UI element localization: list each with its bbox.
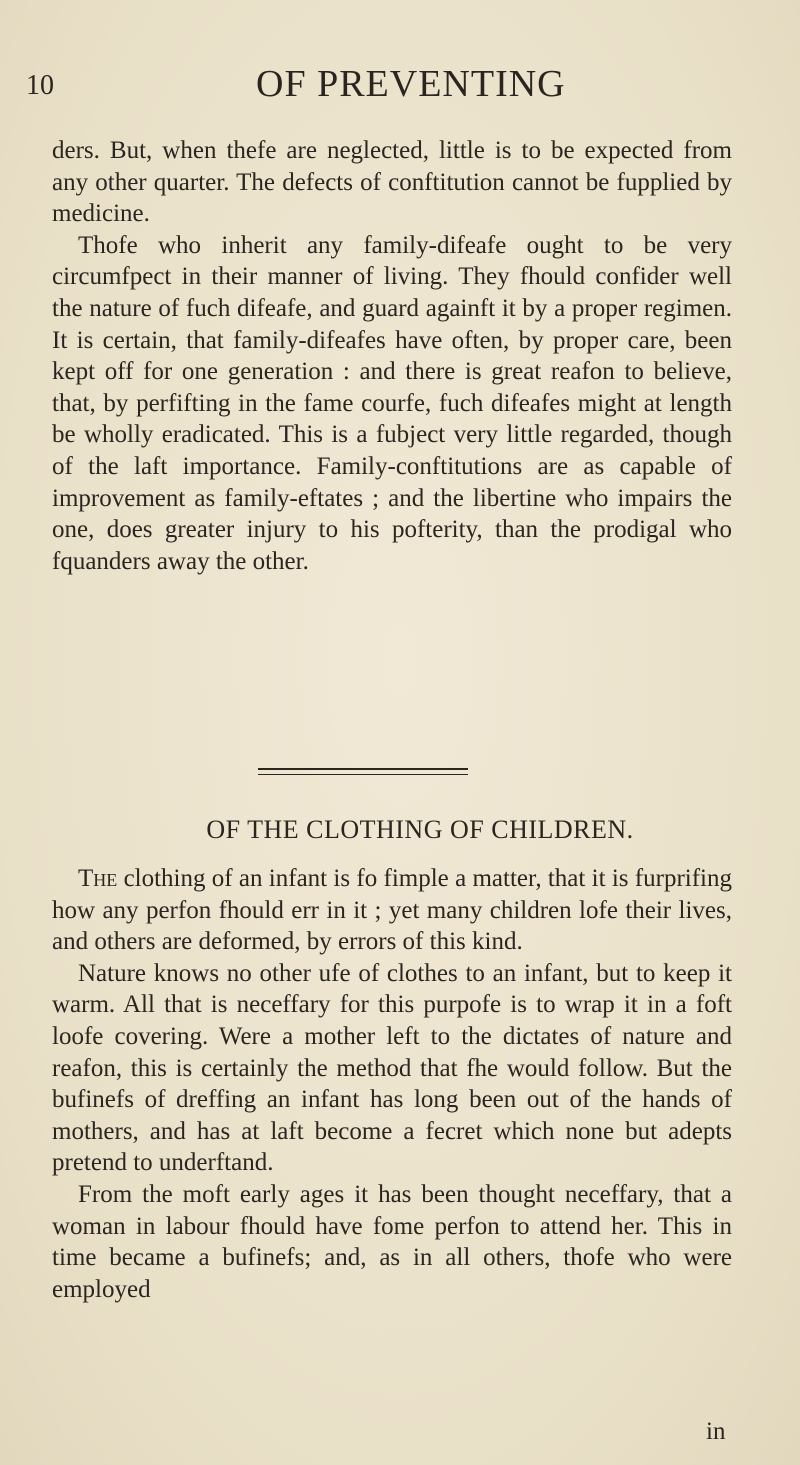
paragraph-family-diseases: Thofe who inherit any family-difeafe ought to be very circumfpect in their manner of living. They fhould confider well the nature of fuch difeafe, and guard againft it by a proper regimen. It is certain, that family-difeafes have often, by proper care, been kept off for one generation : and there is great reafon to believe, that, by perfifting in the fame courfe, fuch difeafes might at length be wholly eradicated. This is a fubject very little regarded, though of the laft importance. Family-conftitutions are as capable of improvement as family-eftates ; and the libertine who impairs the one, does greater injury to his pofterity, than the prodigal who fquanders away the other. xyxy=(52,231,732,575)
running-head xyxy=(26,62,730,112)
paragraph-nature: Nature knows no other ufe of clothes to an infant, but to keep it warm. All that is neceffary for this purpofe is to wrap it in a foft loofe covering. Were a mother left to the dictates of nature and reafon, this is certainly the method that fhe would follow. But the bufinefs of dreffing an infant has long been out of the hands of mothers, and has at laft become a fecret which none but adepts pretend to underftand. xyxy=(52,959,732,1177)
section-divider-rule xyxy=(258,768,468,775)
paragraph-clothing-intro-text: clothing of an infant is fo fimple a matter, that it is furprifing how any perfon fhould err in it ; yet many children lofe their lives, and others are deformed, by errors of this kind. xyxy=(52,865,732,956)
catchword: in xyxy=(706,1418,726,1445)
paragraph-ancient-ages: From the moft early ages it has been thought neceffary, that a woman in labour fhould have fome perfon to attend her. This in time became a bufinefs; and, as in all others, thofe who were employed xyxy=(52,1180,732,1303)
section-heading: OF THE CLOTHING OF CHILDREN. xyxy=(206,815,634,844)
body-text-top xyxy=(52,135,732,577)
paragraph-clothing-intro xyxy=(52,863,732,958)
opening-word: The xyxy=(78,865,118,892)
paragraph-continuation: ders. But, when thefe are neglected, little is to be expected from any other quarter. The defects of conftitution cannot be fupplied by medicine. xyxy=(52,137,732,228)
page-number: 10 xyxy=(26,70,54,101)
body-text-bottom xyxy=(52,863,732,1305)
running-title: OF PREVENTING xyxy=(256,63,566,105)
